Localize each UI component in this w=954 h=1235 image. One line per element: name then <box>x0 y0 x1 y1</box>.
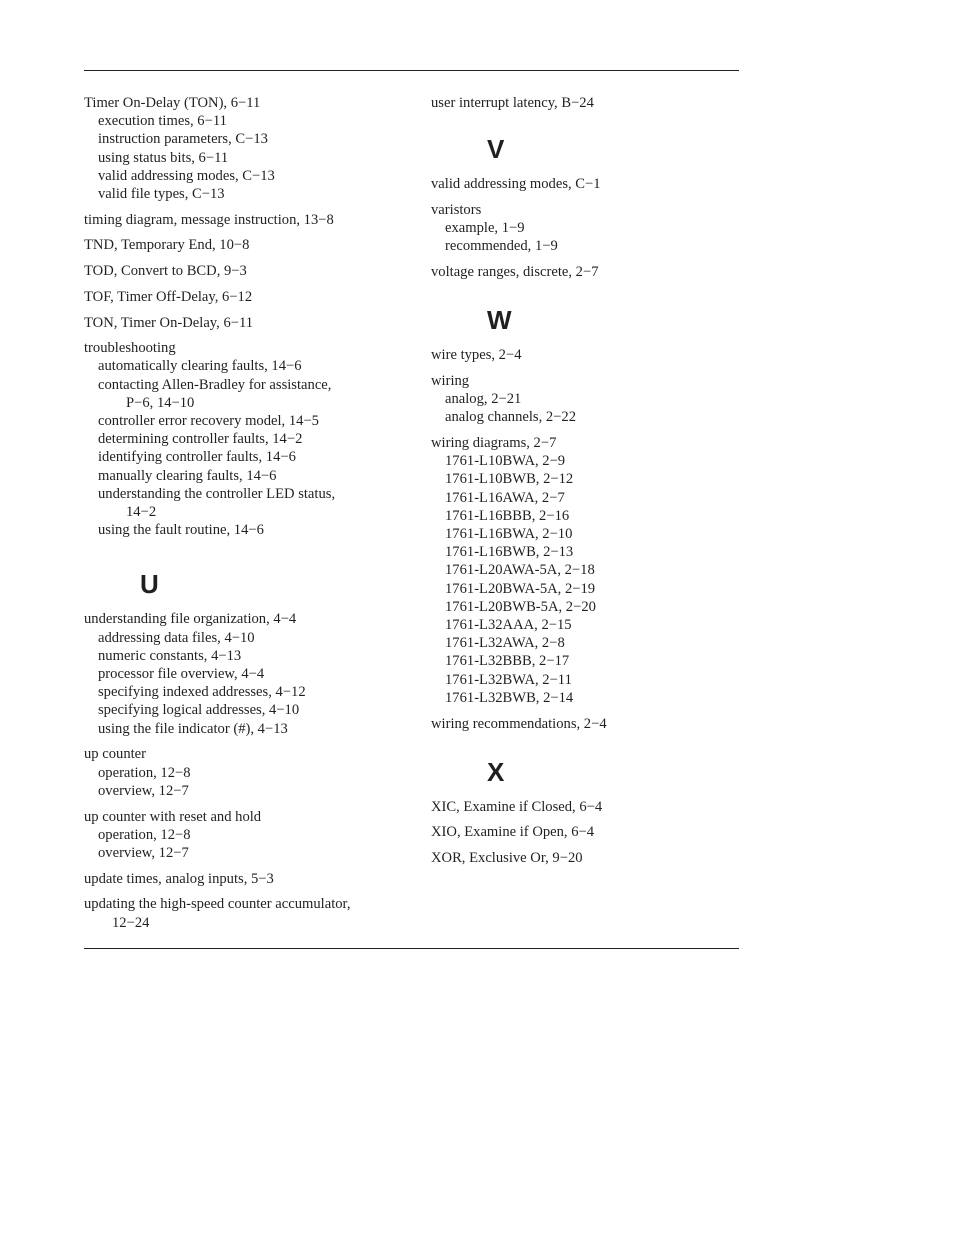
index-term: user interrupt latency, B−24 <box>431 95 594 111</box>
index-subterm: operation, 12−8 <box>98 826 191 843</box>
index-subterm: addressing data files, 4−10 <box>98 629 255 646</box>
index-subterm: analog, 2−21 <box>445 391 522 408</box>
index-entry-tnd <box>84 236 404 254</box>
index-subterm: 1761-L10BWB, 2−12 <box>445 471 574 488</box>
index-term: update times, analog inputs, 5−3 <box>84 870 274 887</box>
section-letter-x: X <box>487 756 505 787</box>
index-subterm: manually clearing faults, 14−6 <box>98 467 277 484</box>
index-entry-valid-addressing-modes <box>431 175 731 193</box>
index-subterm: overview, 12−7 <box>98 782 189 799</box>
index-subterm: identifying controller faults, 14−6 <box>98 449 296 466</box>
index-term: up counter with reset and hold <box>84 808 262 825</box>
index-subterm: automatically clearing faults, 14−6 <box>98 358 302 375</box>
index-column-right <box>431 94 731 875</box>
index-subterm: recommended, 1−9 <box>445 238 558 255</box>
index-subterm: understanding the controller LED status, <box>98 485 336 502</box>
index-subterm: using the file indicator (#), 4−13 <box>98 720 288 737</box>
index-term: troubleshooting <box>84 340 176 357</box>
index-entry-varistors <box>431 201 731 256</box>
section-letter-v: V <box>487 134 505 165</box>
index-subterm-continuation: P−6, 14−10 <box>126 394 195 411</box>
index-entry-updating-hsc <box>84 895 404 931</box>
index-subterm-continuation: 14−2 <box>126 504 157 521</box>
index-entry-understanding-file-organization <box>84 610 404 737</box>
index-term: XIC, Examine if Closed, 6−4 <box>431 798 603 815</box>
index-subterm: instruction parameters, C−13 <box>98 131 268 148</box>
top-rule <box>84 70 739 71</box>
index-term: XIO, Examine if Open, 6−4 <box>431 824 595 841</box>
index-term: wiring <box>431 372 470 389</box>
index-subterm: numeric constants, 4−13 <box>98 647 242 664</box>
index-entry-tod <box>84 262 404 280</box>
index-term: updating the high-speed counter accumulator, <box>84 896 351 913</box>
index-term: varistors <box>431 201 482 218</box>
index-subterm: 1761-L20AWA-5A, 2−18 <box>445 562 595 579</box>
index-term: wiring recommendations, 2−4 <box>431 715 607 732</box>
index-subterm: 1761-L16BWB, 2−13 <box>445 544 574 561</box>
index-subterm: using status bits, 6−11 <box>98 149 229 166</box>
index-term: TOF, Timer Off-Delay, 6−12 <box>84 288 253 305</box>
index-subterm: 1761-L32BBB, 2−17 <box>445 653 570 670</box>
index-subterm: valid addressing modes, C−13 <box>98 167 275 184</box>
index-entry-xio <box>431 823 731 841</box>
index-subterm: 1761-L32BWB, 2−14 <box>445 689 574 706</box>
index-subterm: 1761-L20BWB-5A, 2−20 <box>445 598 596 615</box>
index-subterm: specifying logical addresses, 4−10 <box>98 702 300 719</box>
index-entry-ton <box>84 314 404 332</box>
index-entry-update-times <box>84 870 404 888</box>
index-column-left <box>84 94 404 939</box>
index-entry-timing-diagram <box>84 211 404 229</box>
index-subterm: contacting Allen-Bradley for assistance, <box>98 376 332 393</box>
index-subterm: 1761-L32AAA, 2−15 <box>445 617 572 634</box>
index-entry-up-counter-reset-hold <box>84 808 404 863</box>
index-term: timing diagram, message instruction, 13−8 <box>84 211 334 228</box>
index-term: TON, Timer On-Delay, 6−11 <box>84 314 254 331</box>
index-entry-xic <box>431 798 731 816</box>
index-term: wire types, 2−4 <box>431 347 522 364</box>
index-term: valid addressing modes, C−1 <box>431 176 601 193</box>
index-entry-troubleshooting <box>84 339 404 539</box>
index-entry-tof <box>84 288 404 306</box>
index-subterm: determining controller faults, 14−2 <box>98 431 303 448</box>
index-term-continuation: 12−24 <box>112 914 150 931</box>
index-entry-wiring-diagrams <box>431 434 731 707</box>
index-subterm: 1761-L16AWA, 2−7 <box>445 489 565 506</box>
index-term: understanding file organization, 4−4 <box>84 611 297 628</box>
section-letter-u: U <box>140 569 159 600</box>
index-subterm: operation, 12−8 <box>98 764 191 781</box>
index-subterm: analog channels, 2−22 <box>445 409 577 426</box>
bottom-rule <box>84 948 739 949</box>
index-term: TND, Temporary End, 10−8 <box>84 237 250 254</box>
index-entry-user-interrupt-latency <box>431 94 731 112</box>
index-subterm: processor file overview, 4−4 <box>98 666 265 683</box>
index-term: XOR, Exclusive Or, 9−20 <box>431 850 583 867</box>
index-subterm: valid file types, C−13 <box>98 186 225 203</box>
index-subterm: 1761-L16BBB, 2−16 <box>445 507 570 524</box>
index-term: up counter <box>84 746 147 763</box>
index-subterm: 1761-L10BWA, 2−9 <box>445 453 566 470</box>
index-subterm: example, 1−9 <box>445 220 525 237</box>
index-subterm: 1761-L32BWA, 2−11 <box>445 671 572 688</box>
index-entry-up-counter <box>84 745 404 800</box>
index-subterm: execution times, 6−11 <box>98 113 227 130</box>
index-entry-wiring <box>431 372 731 427</box>
index-subterm: specifying indexed addresses, 4−12 <box>98 684 306 701</box>
index-entry-timer-on-delay <box>84 94 404 203</box>
index-term: Timer On-Delay (TON), 6−11 <box>84 95 261 111</box>
index-entry-voltage-ranges <box>431 263 731 281</box>
index-entry-wire-types <box>431 346 731 364</box>
index-entry-xor <box>431 849 731 867</box>
index-subterm: using the fault routine, 14−6 <box>98 522 264 539</box>
section-letter-w: W <box>487 305 512 336</box>
index-subterm: 1761-L32AWA, 2−8 <box>445 635 565 652</box>
index-term: wiring diagrams, 2−7 <box>431 435 557 452</box>
index-term: TOD, Convert to BCD, 9−3 <box>84 263 247 280</box>
index-subterm: 1761-L20BWA-5A, 2−19 <box>445 580 596 597</box>
index-entry-wiring-recommendations <box>431 715 731 733</box>
index-subterm: overview, 12−7 <box>98 844 189 861</box>
index-subterm: 1761-L16BWA, 2−10 <box>445 526 573 543</box>
index-term: voltage ranges, discrete, 2−7 <box>431 264 599 281</box>
index-subterm: controller error recovery model, 14−5 <box>98 413 319 430</box>
